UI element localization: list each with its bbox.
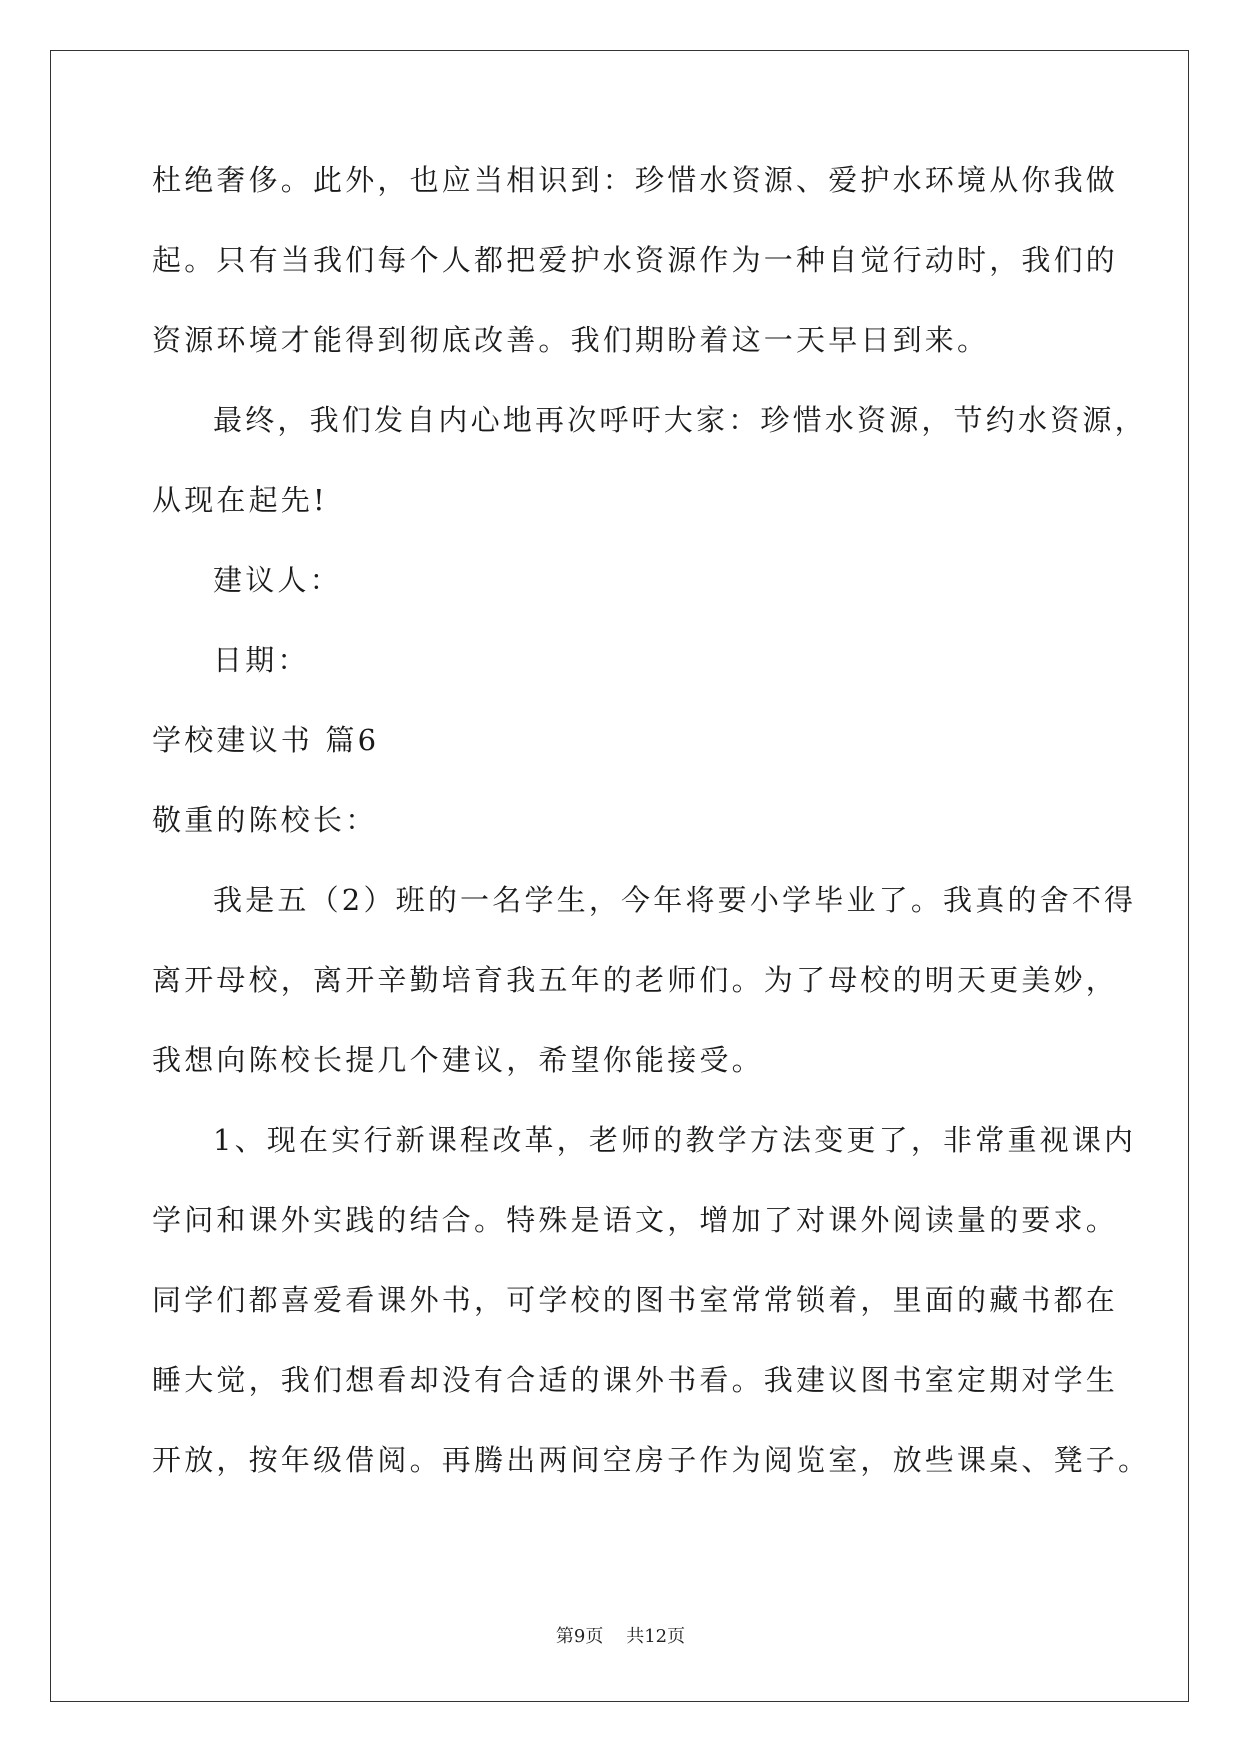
text-line: 杜绝奢侈。此外，也应当相识到：珍惜水资源、爱护水环境从你我做 [152,163,1119,197]
document-body [152,162,1151,1522]
text-line: 起。只有当我们每个人都把爱护水资源作为一种自觉行动时，我们的 [152,243,1119,277]
text-line: 开放，按年级借阅。再腾出两间空房子作为阅览室，放些课桌、凳子。 [152,1443,1151,1477]
text-line: 我是五（2）班的一名学生，今年将要小学毕业了。我真的舍不得 [213,883,1137,917]
text-line: 最终，我们发自内心地再次呼吁大家：珍惜水资源，节约水资源， [213,403,1147,437]
text-line: 学问和课外实践的结合。特殊是语文，增加了对课外阅读量的要求。 [152,1203,1119,1237]
salutation: 敬重的陈校长： [152,803,378,837]
text-line: 1、现在实行新课程改革，老师的教学方法变更了，非常重视课内 [213,1123,1137,1157]
text-line: 同学们都喜爱看课外书，可学校的图书室常常锁着，里面的藏书都在 [152,1283,1119,1317]
text-line: 离开母校，离开辛勤培育我五年的老师们。为了母校的明天更美妙， [152,963,1119,997]
text-line: 从现在起先! [152,483,328,517]
text-line: 睡大觉，我们想看却没有合适的课外书看。我建议图书室定期对学生 [152,1363,1119,1397]
signature-label: 建议人： [213,563,342,597]
text-line: 我想向陈校长提几个建议，希望你能接受。 [152,1043,764,1077]
text-line: 资源环境才能得到彻底改善。我们期盼着这一天早日到来。 [152,323,990,357]
date-label: 日期： [213,643,310,677]
section-heading: 学校建议书 篇6 [152,723,380,757]
page-number-footer: 第9页 共12页 [555,1626,686,1647]
